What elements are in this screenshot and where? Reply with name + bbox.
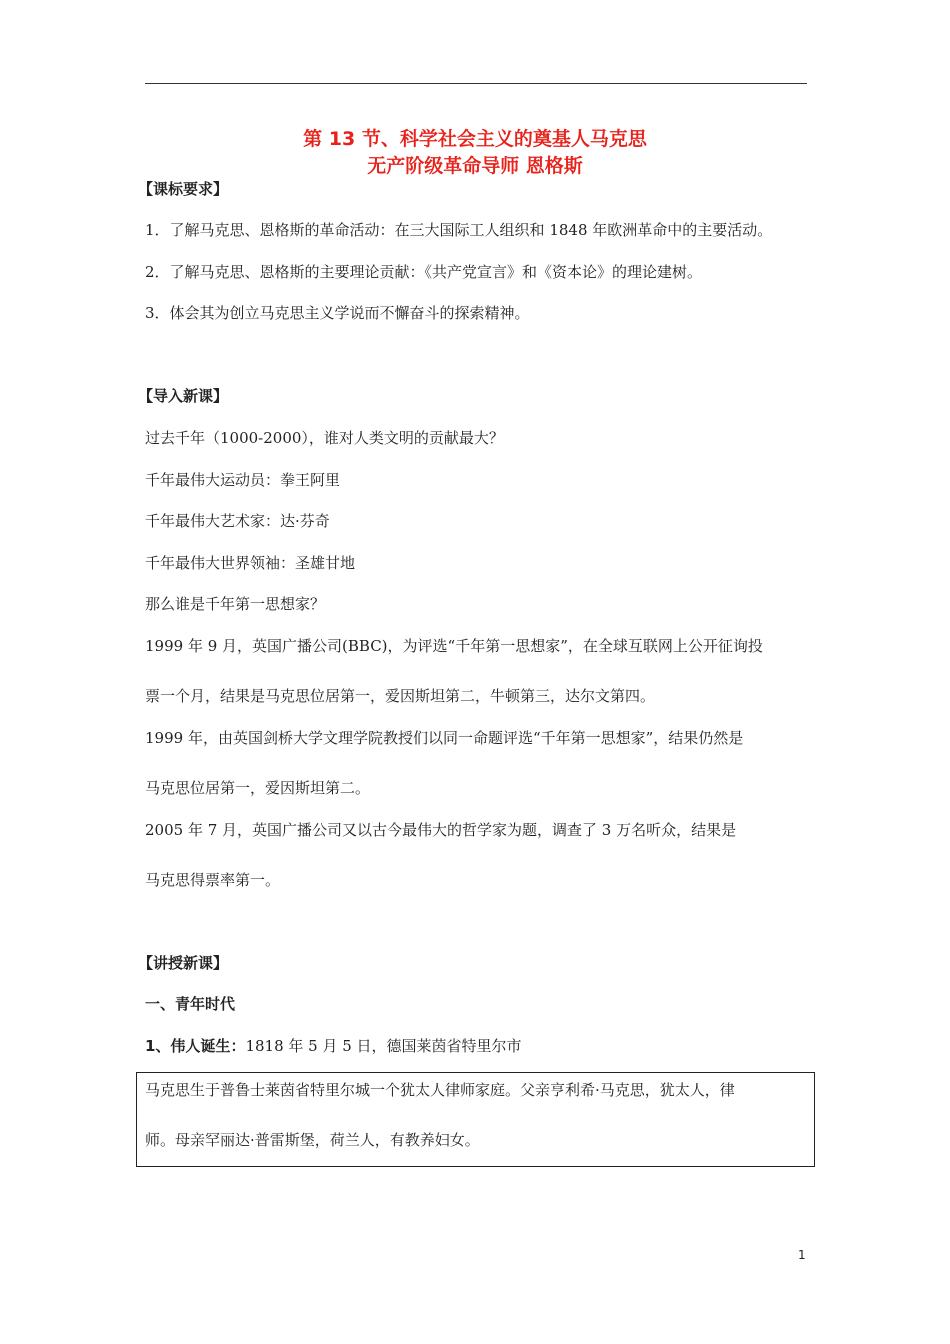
- intro-line-6: 1999 年 9 月，英国广播公司(BBC)，为评选“千年第一思想家”，在全球互联网上公开征询投: [145, 637, 763, 655]
- intro-line-9: 马克思位居第一，爱因斯坦第二。: [145, 779, 371, 797]
- section-heading-youth: 一、青年时代: [145, 995, 236, 1013]
- intro-line-11: 马克思得票率第一。: [145, 871, 281, 889]
- curriculum-item-1: 1．了解马克思、恩格斯的革命活动：在三大国际工人组织和 1848 年欧洲革命中的主要活动。: [145, 221, 773, 239]
- box-line-2: 师。母亲罕丽达·普雷斯堡，荷兰人，有教养妇女。: [145, 1131, 480, 1149]
- intro-line-10: 2005 年 7 月，英国广播公司又以古今最伟大的哲学家为题，调查了 3 万名听众，结果是: [145, 821, 737, 839]
- intro-line-1: 过去千年（1000-2000），谁对人类文明的贡献最大？: [145, 429, 504, 447]
- family-background-box: [136, 1072, 815, 1167]
- document-title-line-2: 无产阶级革命导师 恩格斯: [367, 155, 583, 177]
- lesson-heading: 【讲授新课】: [138, 954, 229, 972]
- birth-item: [145, 1035, 522, 1056]
- intro-line-2: 千年最伟大运动员：拳王阿里: [145, 471, 341, 489]
- header-rule: [145, 83, 807, 84]
- birth-item-label: 1、伟人诞生：: [145, 1037, 246, 1055]
- curriculum-item-2: 2．了解马克思、恩格斯的主要理论贡献：《共产党宣言》和《资本论》的理论建树。: [145, 263, 703, 281]
- birth-item-text: 1818 年 5 月 5 日，德国莱茵省特里尔市: [245, 1037, 522, 1055]
- curriculum-heading: 【课标要求】: [138, 180, 229, 198]
- intro-line-5: 那么谁是千年第一思想家？: [145, 595, 326, 613]
- document-title-line-1: 第 13 节、科学社会主义的奠基人马克思: [303, 128, 647, 150]
- intro-heading: 【导入新课】: [138, 387, 229, 405]
- intro-line-3: 千年最伟大艺术家：达·芬奇: [145, 512, 330, 530]
- intro-line-7: 票一个月，结果是马克思位居第一，爱因斯坦第二，牛顿第三，达尔文第四。: [145, 687, 656, 705]
- intro-line-4: 千年最伟大世界领袖：圣雄甘地: [145, 554, 356, 572]
- curriculum-item-3: 3．体会其为创立马克思主义学说而不懈奋斗的探索精神。: [145, 304, 530, 322]
- intro-line-8: 1999 年，由英国剑桥大学文理学院教授们以同一命题评选“千年第一思想家”，结果仍然是: [145, 729, 744, 747]
- page-number: 1: [798, 1248, 806, 1262]
- box-line-1: 马克思生于普鲁士莱茵省特里尔城一个犹太人律师家庭。父亲亨利希·马克思，犹太人，律: [145, 1081, 735, 1099]
